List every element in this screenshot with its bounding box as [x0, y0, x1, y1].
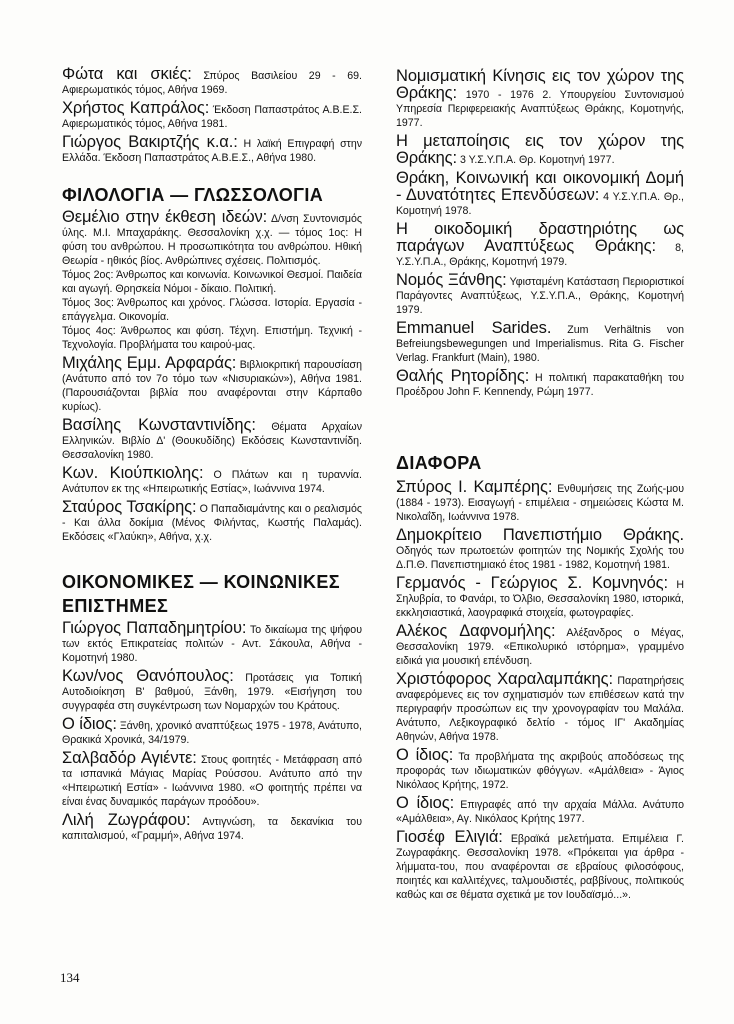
entry-title: Φώτα και σκιές:	[62, 65, 192, 83]
bibliography-entry	[62, 750, 362, 809]
entry-title: Θαλής Ρητορίδης:	[396, 367, 530, 385]
bibliography-entry	[396, 68, 684, 130]
entry-details: Προτάσεις για Τοπική Αυτοδιοίκηση Β' βαθμού, Ξάνθη, 1979. «Εισήγηση του συγγραφέα στη συγκέντρωση των Νομαρχών του Κράτους.	[62, 672, 362, 712]
entry-title: Η οικοδομική δραστηριότης ως παράγων Αναπτύξεως Θράκης:	[396, 220, 684, 255]
bibliography-entry	[62, 812, 362, 843]
entry-details: Εβραϊκά μελετήματα. Επιμέλεια Γ. Ζωγραφάκης. Θεσσαλονίκη 1978. «Πρόκειται για άρθρα - λήμματα-του, που αναφέρονται σε εβραίους φιλοσόφους, ποιητές και καλλιτέχνες, ταλμουδιστές, ραββίνους, πολιτικούς καθώς και σε θέματα σχετικά με τον Ιουδαϊσμό...».	[396, 833, 685, 901]
entry-details: Παρατηρήσεις αναφερόμενες εις τον σχηματισμόν των επιθέσεων κατά την περιγραφήν προσώπων εις την χρονογραφίαν του Μαλάλα. Ανάτυπο, Λεξικογραφικό δελτίο - τόμος ΙΓ' Ακαδημίας Αθηνών, Αθήνα 1978.	[396, 675, 684, 743]
entry-details: Η Σηλυβρία, το Φανάρι, το Όλβιο, Θεσσαλονίκη 1980, ιστορικά, εκκλησιαστικά, λαογραφικά στοιχεία, φωτογραφίες.	[396, 579, 684, 619]
entry-details: Δ/νση Συντονισμός ύλης. Μ.Ι. Μπαχαράκης. Θεσσαλονίκη χ.χ. — τόμος 1ος: Η φύση του ανθρώπου. Η προσωπικότητα του ανθρώπου. Ηθική Θεωρία - ηθικός βίος. Ανθρώπινες σχέσεις. Πολιτισμός.	[62, 213, 362, 267]
entry-title: Λιλή Ζωγράφου:	[62, 811, 191, 829]
entry-title: Σταύρος Τσακίρης:	[62, 498, 197, 516]
page-number: 134	[60, 970, 80, 985]
entry-title: Ο ίδιος:	[62, 715, 117, 733]
entry-details: Θέματα Αρχαίων Ελληνικών. Βιβλίο Δ' (Θουκυδίδης) Εκδόσεις Κωνσταντινίδη. Θεσσαλονίκη 1980.	[62, 421, 362, 461]
bibliography-entry	[62, 355, 362, 414]
entry-title: Emmanuel Sarides.	[396, 319, 552, 337]
entry-details: Ξάνθη, χρονικό αναπτύξεως 1975 - 1978, Ανάτυπο, Θρακικά Χρονικά, 34/1979.	[62, 720, 362, 746]
bibliography-entry	[396, 527, 684, 572]
bibliography-entry	[62, 620, 362, 665]
entry-title: Βασίλης Κωνσταντινίδης:	[62, 416, 256, 434]
bibliography-entry	[396, 829, 684, 902]
entry-details: Η λαϊκή Επιγραφή στην Ελλάδα. Έκδοση Παπαστράτος Α.Β.Ε.Σ., Αθήνα 1980.	[62, 138, 363, 164]
entry-details: Βιβλιοκριτική παρουσίαση (Ανάτυπο από τον 7ο τόμο των «Νισυριακών»), Αθήνα 1981. (Παρουσιάζονται βιβλία που αναφέρονται στην Κάρπαθο κυρίως).	[62, 359, 362, 413]
entry-details: Ο Παπαδιαμάντης και ο ρεαλισμός - Και άλλα δοκίμια (Μένος Φιλήντας, Κωστής Παλαμάς). Εκδόσεις «Γλαύκη», Αθήνα, χ.χ.	[62, 503, 362, 543]
bibliography-entry	[62, 417, 362, 462]
bibliography-entry	[396, 623, 684, 668]
entry-details: Το δικαίωμα της ψήφου των εκτός Επικρατείας πολιτών - Αντ. Σάκουλα, Αθήνα - Κομοτηνή 1980.	[62, 624, 362, 664]
entry-title: Νομισματική Κίνησις εις τον χώρον της Θράκης:	[396, 67, 684, 102]
entry-title: Κων. Κιούπκιολης:	[62, 464, 204, 482]
bibliography-entry	[396, 221, 684, 269]
entry-title: Ο ίδιος:	[396, 794, 455, 812]
bibliography-entry	[396, 272, 684, 317]
section-heading-economics	[62, 570, 362, 618]
entry-title: Θεμέλιο στην έκθεση ιδεών:	[62, 208, 268, 226]
entry-details: Επιγραφές από την αρχαία Μάλλα. Ανάτυπο «Αμάλθεια», Αγ. Νικόλαος Κρήτης 1977.	[396, 799, 684, 825]
bibliography-entry-themelio	[62, 209, 362, 352]
volume-4-details: Τόμος 4ος: Άνθρωπος και φύση. Τέχνη. Επιστήμη. Τεχνική - Τεχνολογία. Προβλήματα του καιρού-μας.	[62, 325, 362, 351]
entry-title: Γιώργος Βακιρτζής κ.α.:	[62, 133, 238, 151]
bibliography-entry	[62, 134, 362, 165]
entry-details: Αλέξανδρος ο Μέγας, Θεσσαλονίκη 1979. «Επικολυρικό ιστόρημα», γραμμένο ειδικά για μουσική επένδυση.	[396, 627, 684, 667]
bibliography-entry	[62, 716, 362, 747]
left-column	[62, 66, 362, 846]
entry-title: Δημοκρίτειο Πανεπιστήμιο Θράκης.	[396, 526, 684, 544]
section-heading-misc: ΔΙΑΦΟΡΑ	[396, 453, 482, 473]
bibliography-entry	[396, 795, 684, 826]
entry-details: Στους φοιτητές - Μετάφραση από τα ισπανικά Μάγιας Μαρίας Ρούσσου. Ανάτυπο από την «Ηπειρωτική Εστία» - Ιωάννινα 1980. «Ο φοιτητής πρέπει να είναι ένας δυναμικός παράγων προόδου».	[62, 754, 362, 808]
entry-title: Μιχάλης Εμμ. Αρφαράς:	[62, 354, 237, 372]
bibliography-entry	[396, 671, 684, 744]
entry-title: Κων/νος Θανόπουλος:	[62, 667, 234, 685]
volume-3-details: Τόμος 3ος: Άνθρωπος και χρόνος. Γλώσσα. Ιστορία. Εργασία - επάγγελμα. Οικονομία.	[62, 297, 362, 323]
entry-details: Zum Verhältnis von Befreiungsbewegungen und Imperialismus. Rita G. Fischer Verlag. Frankfurt (Main), 1980.	[396, 324, 685, 364]
entry-details: Έκδοση Παπαστράτος Α.Β.Ε.Σ. Αφιερωματικός τόμος, Αθήνα 1981.	[62, 104, 362, 130]
section-heading-line: ΟΙΚΟΝΟΜΙΚΕΣ — ΚΟΙΝΩΝΙΚΕΣ	[62, 572, 340, 592]
right-column	[396, 68, 684, 905]
entry-title: Ο ίδιος:	[396, 746, 454, 764]
entry-title: Γερμανός - Γεώργιος Σ. Κομνηνός:	[396, 574, 668, 592]
entry-title: Χρήστος Καπράλος:	[62, 99, 210, 117]
bibliography-entry	[396, 368, 684, 399]
section-heading-line: ΕΠΙΣΤΗΜΕΣ	[62, 596, 169, 616]
entry-title: Σπύρος Ι. Καμπέρης:	[396, 478, 553, 496]
entry-title: Αλέκος Δαφνομήλης:	[396, 622, 556, 640]
entry-title: Νομός Ξάνθης:	[396, 271, 507, 289]
bibliography-entry	[396, 133, 684, 167]
entry-details: Σπύρος Βασιλείου 29 - 69. Αφιερωματικός τόμος, Αθήνα 1969.	[62, 70, 362, 96]
entry-details: Τα προβλήματα της ακριβούς αποδόσεως της προφοράς των ιδιωματικών φθόγγων. «Αμάλθεια» - Άγιος Νικόλαος Κρήτης, 1972.	[396, 751, 684, 791]
volume-2-details: Τόμος 2ος: Άνθρωπος και κοινωνία. Κοινωνικοί Θεσμοί. Παιδεία και αγωγή. Θρησκεία Νόμοι - δίκαιο. Πολιτική.	[62, 269, 362, 295]
bibliography-entry	[396, 479, 684, 524]
entry-title: Γιοσέφ Ελιγιά:	[396, 828, 503, 846]
entry-details: Ο Πλάτων και η τυραννία. Ανάτυπον εκ της «Ηπειρωτικής Εστίας», Ιωάννινα 1974.	[62, 469, 363, 495]
entry-details: 3 Υ.Σ.Υ.Π.Α. Θρ. Κομοτηνή 1977.	[457, 154, 615, 166]
entry-details: 1970 - 1976 2. Υπουργείου Συντονισμού Υπηρεσία Περιφερειακής Αναπτύξεως Θράκης, Κομοτηνής, 1977.	[396, 89, 684, 129]
bibliography-entry	[62, 66, 362, 97]
entry-title: Σαλβαδόρ Αγιέντε:	[62, 749, 197, 767]
entry-details: Αντιγνώση, τα δεκανίκια του καπιταλισμού, «Γραμμή», Αθήνα 1974.	[62, 816, 362, 842]
bibliography-entry	[396, 170, 684, 218]
entry-title: Χριστόφορος Χαραλαμπάκης:	[396, 670, 613, 688]
bibliography-entry	[62, 100, 362, 131]
entry-details: Η πολιτική παρακαταθήκη του Προέδρου John F. Kennendy, Ρώμη 1977.	[396, 372, 684, 398]
bibliography-entry	[396, 747, 684, 792]
bibliography-entry	[396, 320, 684, 365]
entry-details: 4 Υ.Σ.Υ.Π.Α. Θρ., Κομοτηνή 1978.	[396, 191, 684, 217]
entry-title: Θράκη, Κοινωνική και οικονομική Δομή - Δυνατότητες Επενδύσεων:	[396, 169, 684, 204]
entry-title: Η μεταποίησις εις τον χώρον της Θράκης:	[396, 132, 684, 167]
bibliography-entry	[62, 499, 362, 544]
bibliography-entry	[62, 465, 362, 496]
section-heading-philology: ΦΙΛΟΛΟΓΙΑ — ΓΛΩΣΣΟΛΟΓΙΑ	[62, 185, 324, 205]
bibliography-entry	[62, 668, 362, 713]
bibliography-entry	[396, 575, 684, 620]
entry-title: Γιώργος Παπαδημητρίου:	[62, 619, 247, 637]
entry-details: Ενθυμήσεις της Ζωής-μου (1884 - 1973). Εισαγωγή - επιμέλεια - σημειώσεις Κώστα Μ. Νικολαΐδη, Ιωάννινα 1978.	[396, 483, 684, 523]
entry-details: Υφισταμένη Κατάσταση Περιοριστικοί Παράγοντες Αναπτύξεως, Υ.Σ.Υ.Π.Α., Θράκης, Κομοτηνή 1979.	[396, 276, 684, 316]
entry-details: 8, Υ.Σ.Υ.Π.Α., Θράκης, Κομοτηνή 1979.	[396, 242, 684, 268]
entry-details: Οδηγός των πρωτοετών φοιτητών της Νομικής Σχολής του Δ.Π.Θ. Πανεπιστημιακό έτος 1981 - 1982, Κομοτηνή 1981.	[396, 545, 684, 571]
